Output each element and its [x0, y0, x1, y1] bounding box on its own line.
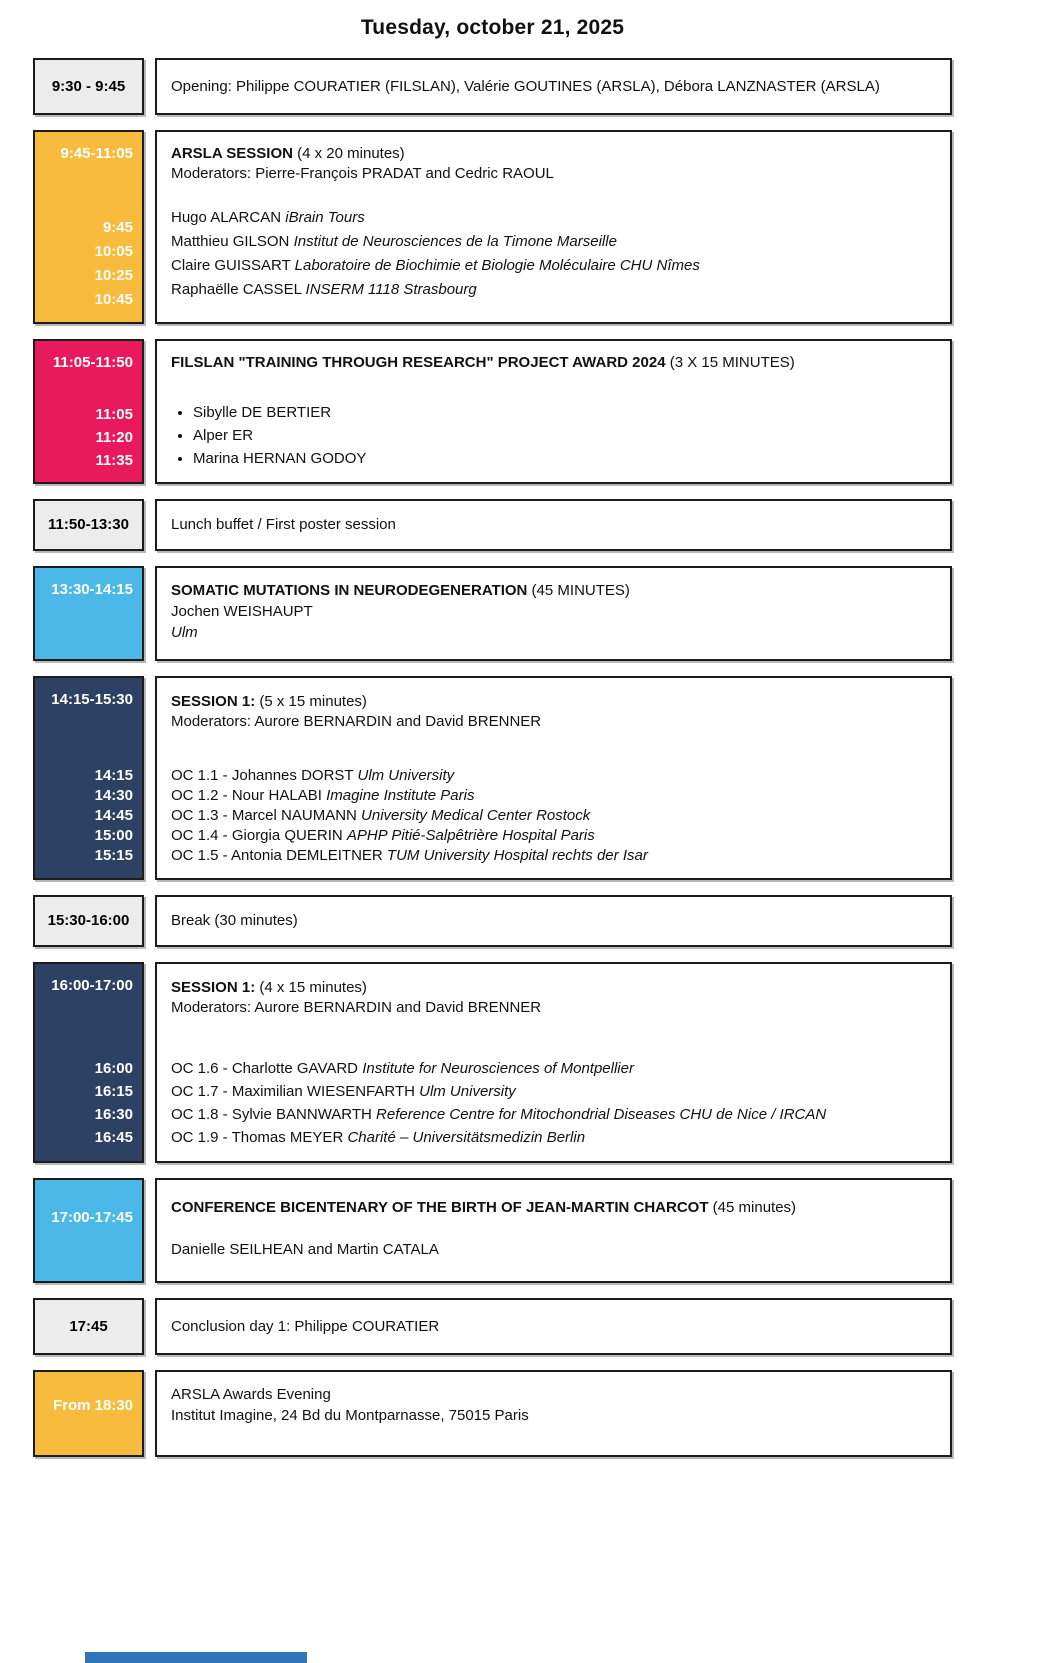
time-range: 14:15-15:30: [51, 691, 133, 708]
session-title-line: [171, 580, 936, 601]
content-box: [155, 676, 952, 880]
sub-time: 10:25: [94, 267, 133, 284]
awardee: • Marina HERNAN GODOY: [193, 447, 936, 470]
time-block: [33, 1370, 144, 1457]
moderators: Moderators: Aurore BERNARDIN and David BRENNER: [171, 713, 542, 730]
page-title: Tuesday, october 21, 2025: [360, 16, 625, 39]
sub-time: 16:00: [94, 1060, 133, 1077]
session-title: SESSION 1:: [171, 693, 256, 710]
talk: [171, 1080, 936, 1103]
time-range: From 18:30: [52, 1397, 133, 1414]
speaker-affiliation: iBrain Tours: [285, 209, 365, 226]
sub-time: 16:15: [94, 1083, 133, 1100]
speaker: [171, 278, 936, 302]
time-range: 9:45-11:05: [60, 145, 133, 162]
talk-affiliation: Institute for Neurosciences of Montpellier: [362, 1060, 634, 1077]
session-duration: (45 MINUTES): [527, 582, 630, 599]
next-page-partial-bar: [85, 1652, 307, 1663]
talk: [171, 806, 936, 826]
talk-list: [171, 766, 936, 866]
time-range: 11:05-11:50: [52, 354, 133, 371]
sub-time: 10:45: [94, 291, 133, 308]
time-block: [33, 1298, 144, 1355]
talk: [171, 1103, 936, 1126]
event-name: ARSLA Awards Evening: [171, 1386, 331, 1403]
time-block: [33, 339, 144, 484]
row-conclusion: [33, 1298, 952, 1355]
talk-affiliation: University Medical Center Rostock: [361, 807, 591, 824]
talk-title: OC 1.7 - Maximilian WIESENFARTH: [171, 1083, 415, 1100]
row-text: Conclusion day 1: Philippe COURATIER: [171, 1317, 440, 1335]
time-block: [33, 1178, 144, 1283]
session-title-line: [171, 692, 936, 712]
moderators: Moderators: Aurore BERNARDIN and David BRENNER: [171, 999, 542, 1016]
content-box: [155, 962, 952, 1163]
speaker-name: Jochen WEISHAUPT: [171, 603, 313, 620]
time-block: [33, 58, 144, 115]
content-box: [155, 58, 952, 115]
sub-times: [41, 403, 133, 472]
sub-time: 14:45: [94, 807, 133, 824]
session-duration: (5 x 15 minutes): [255, 693, 367, 710]
speaker-name: Raphaëlle CASSEL: [171, 281, 302, 298]
time-range: 16:00-17:00: [51, 977, 133, 994]
time-range: 9:30 - 9:45: [51, 77, 126, 95]
time-range: 17:00-17:45: [51, 1209, 133, 1226]
talk-affiliation: Imagine Institute Paris: [326, 787, 475, 804]
speaker-name: Hugo ALARCAN: [171, 209, 282, 226]
talk-list: [171, 1057, 936, 1149]
talk: [171, 766, 936, 786]
talk-title: OC 1.1 - Johannes DORST: [171, 767, 354, 784]
talk-affiliation: Ulm University: [419, 1083, 516, 1100]
talk: [171, 786, 936, 806]
time-block: [33, 962, 144, 1163]
speaker-affiliation: INSERM 1118 Strasbourg: [305, 281, 477, 298]
content-box: [155, 339, 952, 484]
talk-title: OC 1.6 - Charlotte GAVARD: [171, 1060, 359, 1077]
row-awards-evening: [33, 1370, 952, 1457]
time-range: 17:45: [69, 1317, 108, 1335]
talk-affiliation: Reference Centre for Mitochondrial Diseases CHU de Nice / IRCAN: [376, 1106, 827, 1123]
sub-time: 16:45: [94, 1129, 133, 1146]
session-duration: (4 x 20 minutes): [292, 145, 405, 162]
row-session1-part1: [33, 676, 952, 880]
session-duration: (4 x 15 minutes): [255, 979, 367, 996]
talk-title: OC 1.3 - Marcel NAUMANN: [171, 807, 357, 824]
talk-title: OC 1.5 - Antonia DEMLEITNER: [171, 847, 383, 864]
speaker-list: [171, 206, 936, 302]
session-duration: (3 X 15 MINUTES): [665, 354, 795, 371]
talk: [171, 1126, 936, 1149]
row-text: Break (30 minutes): [171, 912, 298, 929]
event-address: Institut Imagine, 24 Bd du Montparnasse, 75015 Paris: [171, 1407, 529, 1424]
sub-time: 11:05: [95, 406, 133, 423]
row-session1-part2: [33, 962, 952, 1163]
awardee: • Sibylle DE BERTIER: [193, 401, 936, 424]
speaker-name: Danielle SEILHEAN and Martin CATALA: [171, 1241, 439, 1258]
row-text: Opening: Philippe COURATIER (FILSLAN), Valérie GOUTINES (ARSLA), Débora LANZNASTER (ARSLA): [171, 77, 880, 95]
awardee-list: [171, 401, 936, 470]
sub-times: [41, 1057, 133, 1149]
row-filslan-award: [33, 339, 952, 484]
row-arsla-session: [33, 130, 952, 324]
time-block: [33, 499, 144, 551]
talk-affiliation: TUM University Hospital rechts der Isar: [386, 847, 648, 864]
time-range: 15:30-16:00: [47, 912, 130, 929]
speaker: [171, 206, 936, 230]
row-break: [33, 895, 952, 947]
sub-time: 11:35: [95, 452, 133, 469]
row-opening: [33, 58, 952, 115]
content-box: [155, 566, 952, 661]
sub-time: 9:45: [102, 219, 133, 236]
sub-time: 10:05: [94, 243, 133, 260]
sub-time: 15:15: [94, 847, 133, 864]
speaker-name: Matthieu GILSON: [171, 233, 290, 250]
row-charcot-conference: [33, 1178, 952, 1283]
content-box: [155, 130, 952, 324]
session-title-line: [171, 978, 936, 998]
row-lunch: [33, 499, 952, 551]
speaker-affiliation: Ulm: [171, 624, 198, 641]
content-box: [155, 1370, 952, 1457]
speaker: [171, 230, 936, 254]
sub-time: 14:30: [94, 787, 133, 804]
sub-time: 14:15: [94, 767, 133, 784]
talk-affiliation: Charité – Universitätsmedizin Berlin: [347, 1129, 586, 1146]
time-block: [33, 566, 144, 661]
sub-time: 15:00: [94, 827, 133, 844]
talk-affiliation: APHP Pitié-Salpêtrière Hospital Paris: [346, 827, 595, 844]
awardee: • Alper ER: [193, 424, 936, 447]
schedule: [33, 58, 952, 1472]
talk: [171, 1057, 936, 1080]
talk-title: OC 1.8 - Sylvie BANNWARTH: [171, 1106, 372, 1123]
time-block: [33, 895, 144, 947]
session-title-line: [171, 1198, 936, 1218]
session-title: ARSLA SESSION: [171, 145, 293, 162]
talk-title: OC 1.2 - Nour HALABI: [171, 787, 322, 804]
speaker-affiliation: Institut de Neurosciences de la Timone Marseille: [293, 233, 617, 250]
session-title-line: [171, 144, 936, 164]
session-title: FILSLAN "TRAINING THROUGH RESEARCH" PROJECT AWARD 2024: [171, 354, 666, 371]
talk-title: OC 1.4 - Giorgia QUERIN: [171, 827, 343, 844]
content-box: [155, 1298, 952, 1355]
talk-affiliation: Ulm University: [357, 767, 455, 784]
moderators: Moderators: Pierre-François PRADAT and Cedric RAOUL: [171, 165, 554, 182]
row-somatic-keynote: [33, 566, 952, 661]
content-box: [155, 499, 952, 551]
content-box: [155, 895, 952, 947]
talk: [171, 826, 936, 846]
time-block: [33, 130, 144, 324]
time-range: 11:50-13:30: [48, 516, 129, 533]
session-title: SOMATIC MUTATIONS IN NEURODEGENERATION: [171, 582, 528, 599]
speaker: [171, 254, 936, 278]
speaker-name: Claire GUISSART: [171, 257, 291, 274]
sub-times: [41, 766, 133, 866]
row-text: Lunch buffet / First poster session: [171, 516, 396, 533]
talk: [171, 846, 936, 866]
content-box: [155, 1178, 952, 1283]
session-title: SESSION 1:: [171, 979, 256, 996]
time-block: [33, 676, 144, 880]
session-duration: (45 minutes): [708, 1199, 797, 1216]
session-title: CONFERENCE BICENTENARY OF THE BIRTH OF JEAN-MARTIN CHARCOT: [171, 1199, 709, 1216]
session-title-line: [171, 353, 936, 373]
time-range: 13:30-14:15: [51, 581, 133, 598]
sub-times: [41, 216, 133, 312]
sub-time: 11:20: [95, 429, 133, 446]
speaker-affiliation: Laboratoire de Biochimie et Biologie Moléculaire CHU Nîmes: [294, 257, 700, 274]
talk-title: OC 1.9 - Thomas MEYER: [171, 1129, 344, 1146]
sub-time: 16:30: [94, 1106, 133, 1123]
